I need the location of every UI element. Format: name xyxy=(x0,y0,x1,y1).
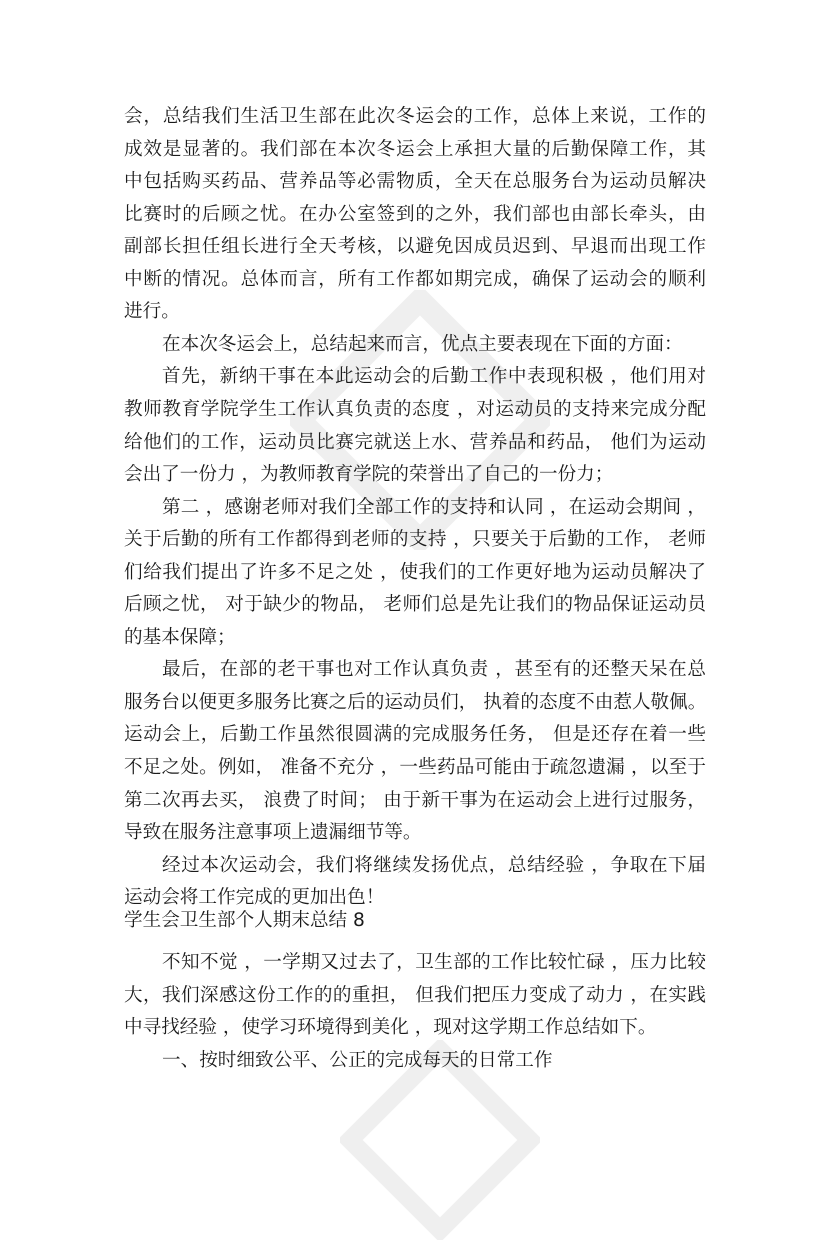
paragraph-line: 不知不觉 ，一学期又过去了，卫生部的工作比较忙碌 ，压力比较 xyxy=(162,952,706,974)
paragraph-line: 导致在服务注意事项上遗漏细节等。 xyxy=(124,822,422,844)
paragraph-line: 首先，新纳干事在本此运动会的后勤工作中表现积极 ，他们用对 xyxy=(162,366,706,388)
paragraph-line: 运动会上，后勤工作虽然很圆满的完成服务任务， 但是还存在着一些 xyxy=(124,724,706,746)
paragraph-line: 会，总结我们生活卫生部在此次冬运会的工作，总体上来说，工作的 xyxy=(124,106,706,127)
paragraph-line: 最后，在部的老干事也对工作认真负责 ，甚至有的还整天呆在总 xyxy=(162,659,706,681)
paragraph-line: 中寻找经验 ，使学习环境得到美化 ，现对这学期工作总结如下。 xyxy=(124,1017,657,1039)
paragraph-line: 经过本次运动会，我们将继续发扬优点，总结经验 ，争取在下届 xyxy=(162,854,706,876)
paragraph-line: 教师教育学院学生工作认真负责的态度 ，对运动员的支持来完成分配 xyxy=(124,399,706,420)
paragraph-line: 第二 ，感谢老师对我们全部工作的支持和认同 ，在运动会期间 ， xyxy=(162,496,706,518)
paragraph-line: 会出了一份力 ，为教师教育学院的荣誉出了自己的一份力； xyxy=(124,464,614,486)
paragraph-line: 服务台以便更多服务比赛之后的运动员们， 执着的态度不由惹人敬佩。 xyxy=(124,691,707,713)
paragraph-line: 的基本保障； xyxy=(124,626,236,648)
paragraph-line: 关于后勤的所有工作都得到老师的支持 ，只要关于后勤的工作， 老师 xyxy=(124,529,706,551)
paragraph-line: 们给我们提出了许多不足之处 ，使我们的工作更好地为运动员解决了 xyxy=(124,561,706,583)
paragraph-line: 比赛时的后顾之忧。在办公室签到的之外，我们部也由部长牵头，由 xyxy=(124,203,706,225)
paragraph-line: 在本次冬运会上，总结起来而言，优点主要表现在下面的方面： xyxy=(162,333,683,355)
section-heading: 学生会卫生部个人期末总结 8 xyxy=(124,909,365,931)
paragraph-line: 给他们的工作，运动员比赛完就送上水、营养品和药品， 他们为运动 xyxy=(124,431,706,453)
paragraph-line: 成效是显著的。我们部在本次冬运会上承担大量的后勤保障工作，其 xyxy=(124,138,706,160)
paragraph-line: 大，我们深感这份工作的的重担， 但我们把压力变成了动力 ，在实践 xyxy=(124,984,706,1006)
paragraph-line: 第二次再去买， 浪费了时间； 由于新干事为在运动会上进行过服务， xyxy=(124,789,706,811)
paragraph-line: 后顾之忧， 对于缺少的物品， 老师们总是先让我们的物品保证运动员 xyxy=(124,594,706,616)
paragraph-line: 副部长担任组长进行全天考核，以避免因成员迟到、早退而出现工作 xyxy=(124,236,706,258)
paragraph-line: 中断的情况。总体而言，所有工作都如期完成，确保了运动会的顺利 xyxy=(124,268,706,290)
paragraph-line: 中包括购买药品、营养品等必需物质，全天在总服务台为运动员解决 xyxy=(124,171,706,193)
paragraph-line: 一、按时细致公平、公正的完成每天的日常工作 xyxy=(162,1049,553,1071)
paragraph-line: 运动会将工作完成的更加出色！ xyxy=(124,887,385,909)
paragraph-line: 进行。 xyxy=(124,301,180,323)
paragraph-line: 不足之处。例如， 准备不充分 ，一些药品可能由于疏忽遗漏 ，以至于 xyxy=(124,757,706,778)
